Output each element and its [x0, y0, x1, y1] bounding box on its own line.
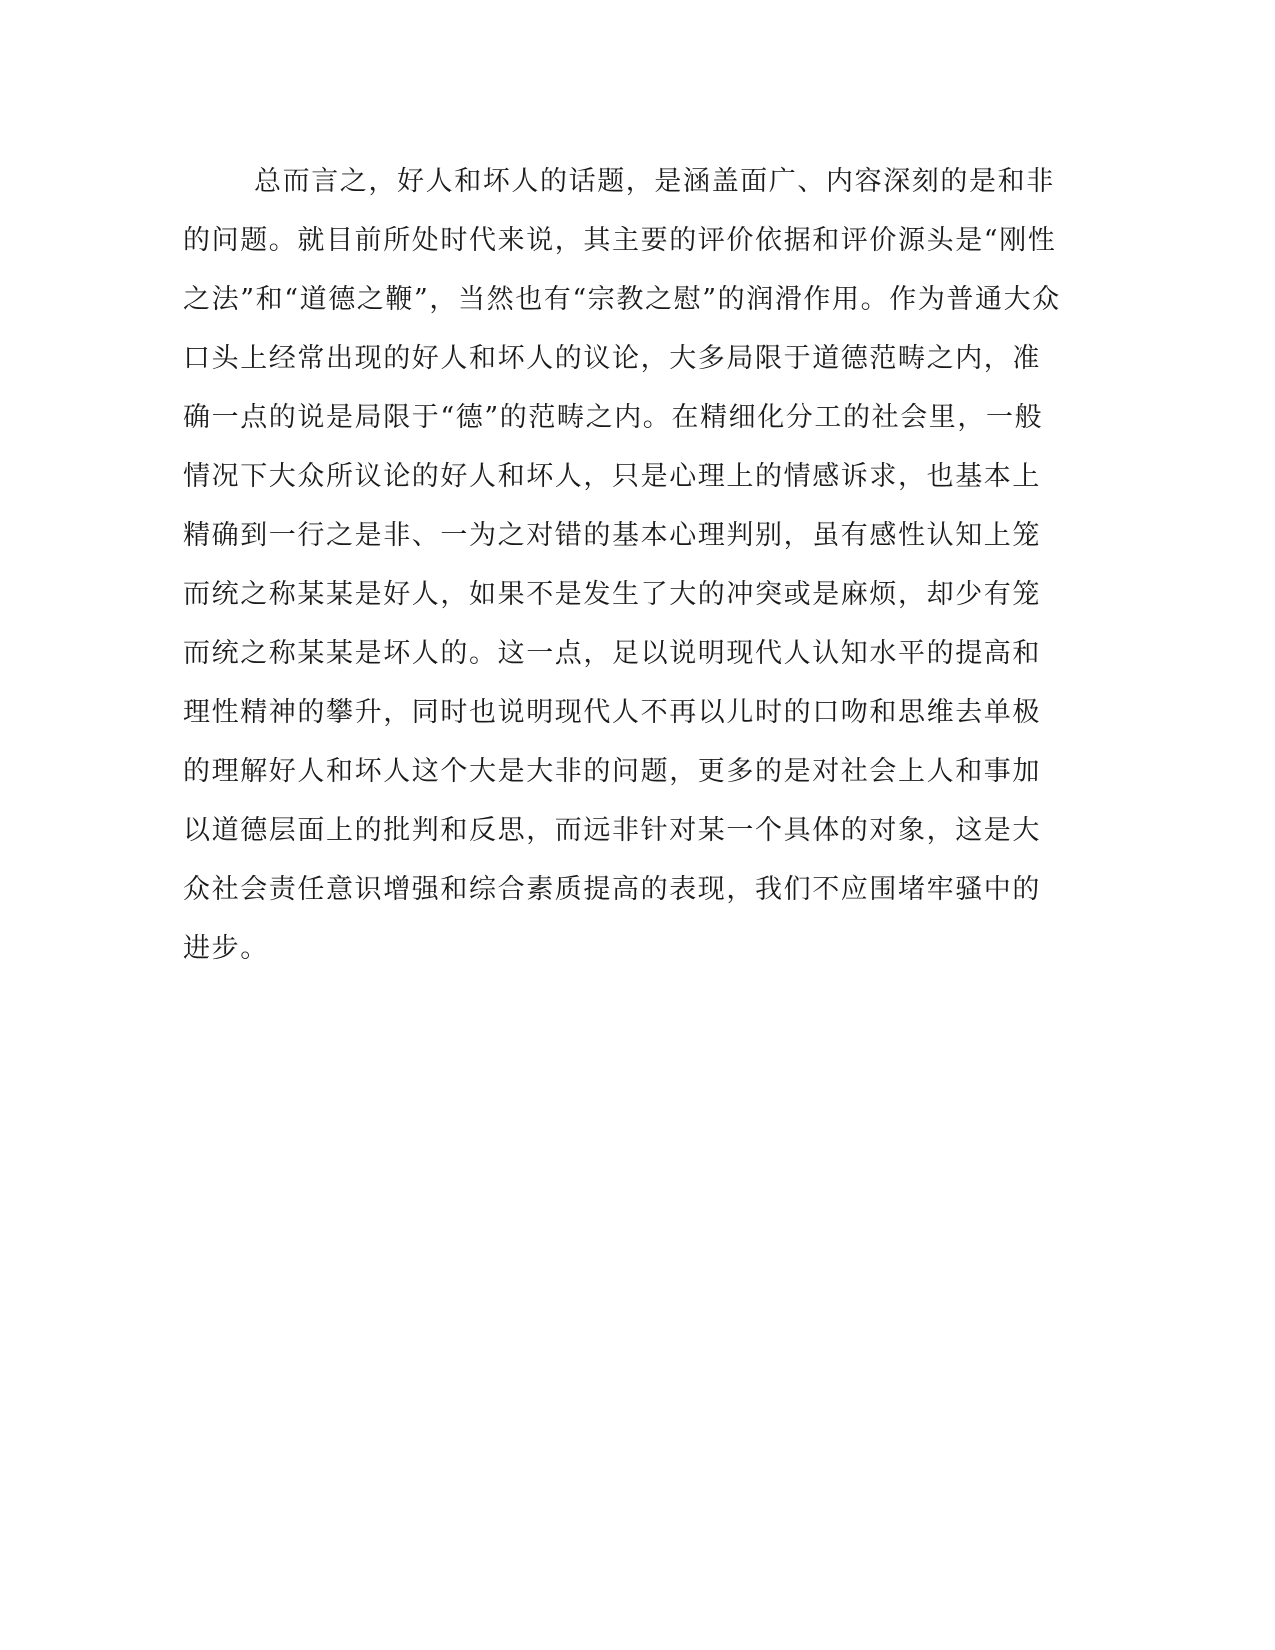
paragraph-line: 情况下大众所议论的好人和坏人，只是心理上的情感诉求，也基本上	[183, 461, 1041, 492]
paragraph-line: 而统之称某某是好人，如果不是发生了大的冲突或是麻烦，却少有笼	[183, 579, 1041, 610]
paragraph-line: 的问题。就目前所处时代来说，其主要的评价依据和评价源头是“刚性	[183, 225, 1057, 256]
paragraph-line: 以道德层面上的批判和反思，而远非针对某一个具体的对象，这是大	[183, 815, 1041, 846]
paragraph-line: 之法”和“道德之鞭”，当然也有“宗教之慰”的润滑作用。作为普通大众	[183, 284, 1061, 315]
paragraph-line: 总而言之，好人和坏人的话题，是涵盖面广、内容深刻的是和非	[254, 166, 1055, 197]
paragraph-line: 的理解好人和坏人这个大是大非的问题，更多的是对社会上人和事加	[183, 756, 1041, 787]
paragraph-line: 确一点的说是局限于“德”的范畴之内。在精细化分工的社会里，一般	[183, 402, 1044, 433]
paragraph-line: 精确到一行之是非、一为之对错的基本心理判别，虽有感性认知上笼	[183, 520, 1041, 551]
paragraph-line: 口头上经常出现的好人和坏人的议论，大多局限于道德范畴之内，准	[183, 343, 1041, 374]
paragraph-line: 进步。	[183, 933, 269, 964]
paragraph-line: 而统之称某某是坏人的。这一点，足以说明现代人认知水平的提高和	[183, 638, 1041, 669]
paragraph-line: 众社会责任意识增强和综合素质提高的表现，我们不应围堵牢骚中的	[183, 874, 1041, 905]
paragraph-line: 理性精神的攀升，同时也说明现代人不再以儿时的口吻和思维去单极	[183, 697, 1041, 728]
body-paragraph	[183, 163, 1061, 989]
